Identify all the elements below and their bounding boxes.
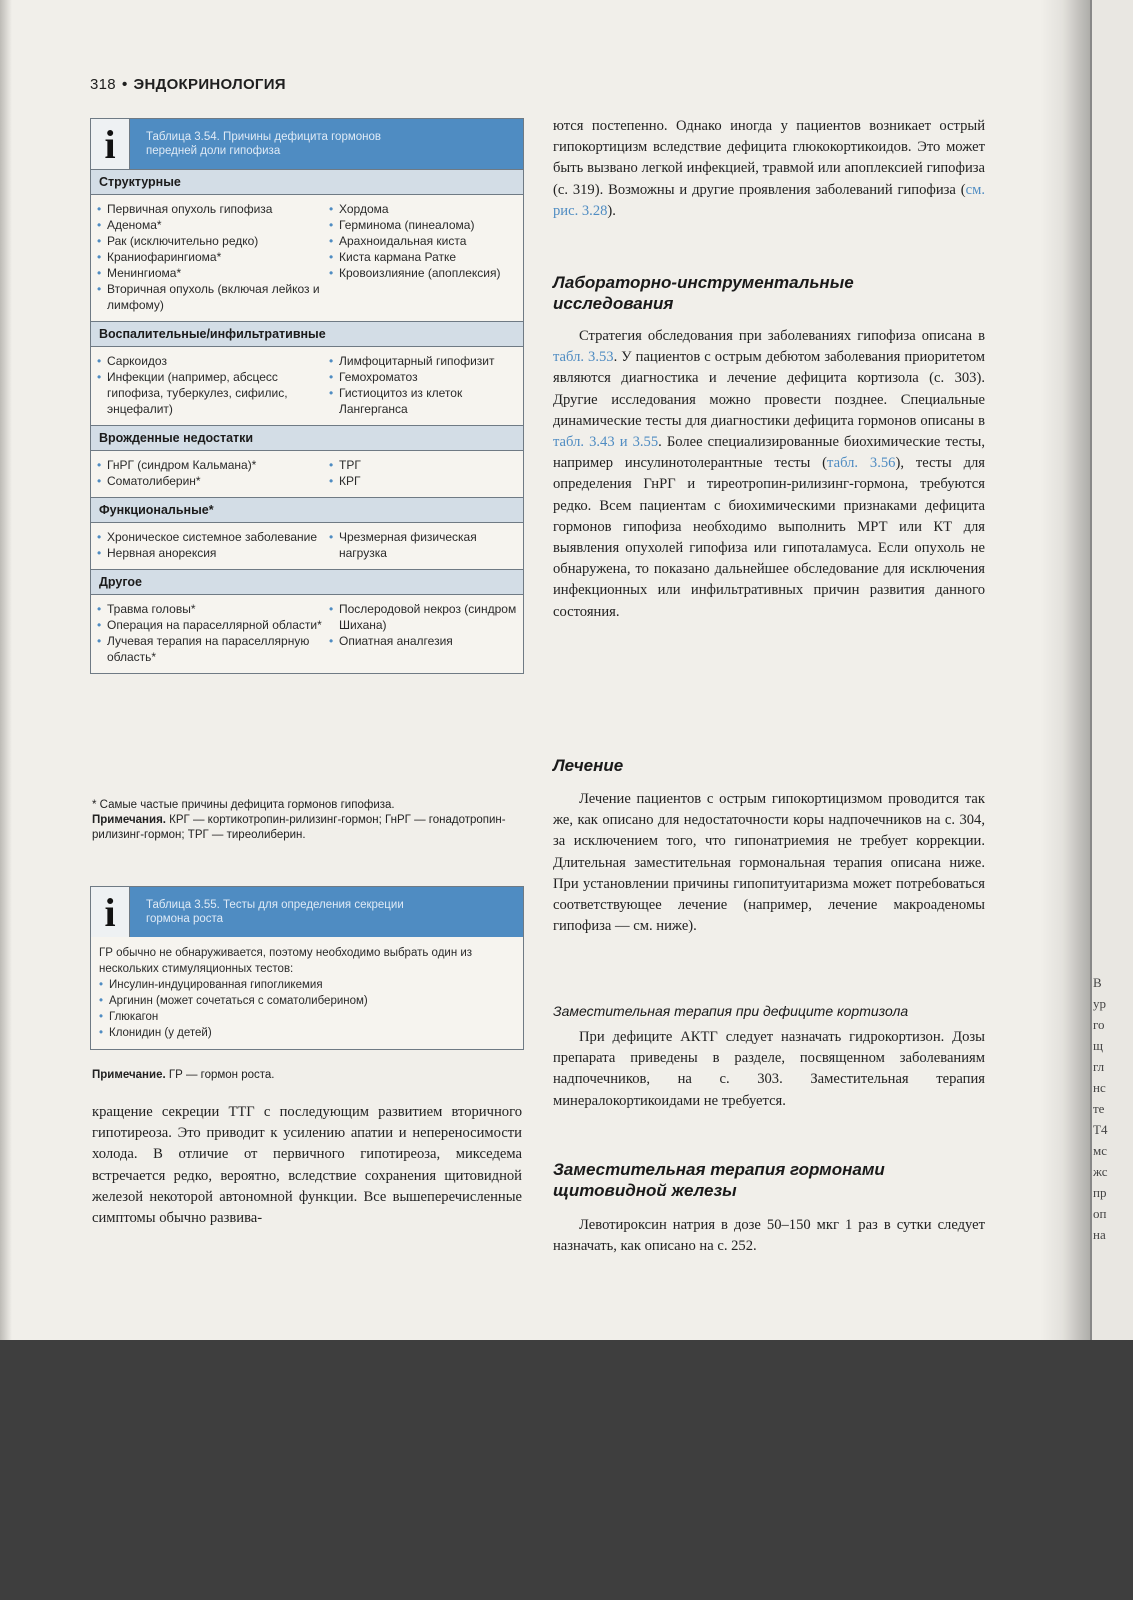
table-column-right: [329, 529, 517, 561]
footnote-notes-label: Примечания.: [92, 814, 166, 826]
table-title-line-1: Таблица 3.55. Тесты для определения секреции: [146, 899, 404, 911]
table-link[interactable]: табл. 3.43 и 3.55: [553, 434, 659, 451]
gutter-shadow: [1040, 0, 1090, 1340]
table-section-header: Структурные: [91, 169, 523, 195]
cortisol-paragraph: [553, 1027, 985, 1112]
next-page-fragment: го: [1093, 1017, 1105, 1032]
heading-treatment: Лечение: [553, 756, 624, 775]
table-3-54: [90, 118, 524, 674]
separator-dot: •: [121, 76, 128, 93]
paragraph: Левотироксин натрия в дозе 50–150 мкг 1 раз в сутки следует назначать, как описано на с. 252.: [553, 1217, 985, 1255]
table-items: [99, 977, 515, 1041]
table-list-item: • Глюкагон: [99, 1009, 515, 1025]
next-page-fragment: В: [1093, 975, 1102, 990]
table-list-item: • Инсулин-индуцированная гипогликемия: [99, 977, 515, 993]
text-run: ются постепенно. Однако иногда у пациентов возникает острый гипокортицизм вследствие дефицита глюкокортикоидов. Это может быть вызвано легкой инфекцией, травмой или апоплексией гипофиза (с. 319). Возможны и другие проявления заболеваний гипофиза (: [553, 118, 985, 198]
next-page-fragment: нс: [1093, 1080, 1106, 1095]
table-list-item: • Гистиоцитоз из клеток Лангерганса: [329, 385, 517, 417]
text-run: ).: [607, 202, 616, 219]
table-list-item: • Клонидин (у детей): [99, 1025, 515, 1041]
info-icon: i: [91, 119, 130, 169]
next-page-fragment: Т4: [1093, 1122, 1108, 1137]
table-sections: [91, 169, 523, 673]
table-list-item: • Саркоидоз: [97, 353, 329, 369]
next-page-fragment: жс: [1093, 1164, 1108, 1179]
table-column-left: [97, 601, 329, 665]
table-list-item: • Гемохроматоз: [329, 369, 517, 385]
info-icon: i: [91, 887, 130, 937]
table-section-header: Воспалительные/инфильтративные: [91, 321, 523, 347]
paragraph: Лечение пациентов с острым гипокортицизмом проводится так же, как описано для недостаточности коры надпочечников на с. 304, за исключением того, что гипонатриемия не требует коррекции. Длительная заместительная гормональная терапия описана ниже. При установлении причины гипопитуитаризма может потребоваться соответствующее лечение (например, лечение макроаденомы гипофиза — см. ниже).: [553, 791, 985, 935]
table-list-item: • Аденома*: [97, 217, 329, 233]
thyroid-paragraph: [553, 1215, 985, 1257]
table-list-item: • Опиатная аналгезия: [329, 633, 517, 649]
next-page-fragment: те: [1093, 1101, 1105, 1116]
footnote-label: Примечание.: [92, 1069, 166, 1081]
heading-cortisol: Заместительная терапия при дефиците кортизола: [553, 1003, 909, 1019]
table-list-item: • ГнРГ (синдром Кальмана)*: [97, 457, 329, 473]
text-run: . У пациентов с острым дебютом заболевания приоритетом являются диагностика и лечение дефицита кортизола (с. 303). Другие исследования можно провести позднее. Специальные динамические тесты для диагностики дефицита гормонов описаны в: [553, 349, 986, 429]
paragraph: [553, 326, 985, 623]
table-title: [130, 130, 381, 158]
table-3-54-footnote: [92, 798, 522, 843]
table-list-item: • Киста кармана Ратке: [329, 249, 517, 265]
footnote-star: * Самые частые причины дефицита гормонов гипофиза.: [92, 799, 395, 811]
paragraph: [553, 116, 985, 222]
table-list-item: • ТРГ: [329, 457, 517, 473]
table-section-header: Другое: [91, 569, 523, 595]
next-page-fragment: пр: [1093, 1185, 1107, 1200]
footnote-text: ГР — гормон роста.: [165, 1069, 275, 1081]
heading-thyroid: [553, 1159, 885, 1201]
table-column-left: [97, 457, 329, 489]
page-left-edge: [0, 0, 12, 1340]
table-3-55-footnote: [92, 1068, 522, 1083]
heading-lab: [553, 272, 854, 314]
table-list-item: • Первичная опухоль гипофиза: [97, 201, 329, 217]
text-run: . Более специализированные биохимические тесты, например инсулинотолерантные тесты (: [553, 434, 985, 472]
next-page-fragment: на: [1093, 1227, 1106, 1242]
text-run: Стратегия обследования при заболеваниях гипофиза описана в: [579, 328, 985, 344]
table-list-item: • Инфекции (например, абсцесс гипофиза, туберкулез, сифилис, энцефалит): [97, 369, 329, 417]
table-list-item: • Соматолиберин*: [97, 473, 329, 489]
paragraph: При дефиците АКТГ следует назначать гидрокортизон. Дозы препарата приведены в разделе, посвященном заболеваниям надпочечников, на с. 303. Заместительная терапия минералокортикоидами не требуется.: [553, 1029, 985, 1109]
next-page-fragment: мс: [1093, 1143, 1107, 1158]
table-list-item: • Послеродовой некроз (синдром Шихана): [329, 601, 517, 633]
table-list-item: • Кровоизлияние (апоплексия): [329, 265, 517, 281]
table-list-item: • Лимфоцитарный гипофизит: [329, 353, 517, 369]
table-list-item: • Менингиома*: [97, 265, 329, 281]
paragraph: кращение секреции ТТГ с последующим развитием вторичного гипотиреоза. Это приводит к усилению апатии и непереносимости холода. В отличие от первичного гипотиреоза, микседема встречается редко, вероятно, вследствие сохранения щитовидной железой некоторой автономной функции. Все вышеперечисленные симптомы обычно развива-: [92, 1104, 522, 1227]
table-column-left: [97, 529, 329, 561]
table-title: [130, 898, 404, 926]
table-section-header: Функциональные*: [91, 497, 523, 523]
section-title: ЭНДОКРИНОЛОГИЯ: [133, 76, 286, 93]
table-section-body: [91, 347, 523, 425]
table-section-body: [91, 195, 523, 321]
table-column-left: [97, 201, 329, 313]
page-number: 318: [90, 76, 116, 93]
heading-line-2: исследования: [553, 294, 674, 313]
table-section-header: Врожденные недостатки: [91, 425, 523, 451]
table-list-item: • Краниофарингиома*: [97, 249, 329, 265]
table-list-item: • Чрезмерная физическая нагрузка: [329, 529, 517, 561]
table-list-item: • Арахноидальная киста: [329, 233, 517, 249]
table-column-right: [329, 201, 517, 313]
table-intro: ГР обычно не обнаруживается, поэтому необходимо выбрать один из нескольких стимуляционных тестов:: [99, 947, 473, 975]
table-list-item: • КРГ: [329, 473, 517, 489]
table-list-item: • Травма головы*: [97, 601, 329, 617]
table-title-line-2: передней доли гипофиза: [146, 145, 281, 157]
table-3-55: [90, 886, 524, 1050]
next-page-text-fragments: [1093, 972, 1108, 1245]
table-title-line-2: гормона роста: [146, 913, 224, 925]
next-page-fragment: ур: [1093, 996, 1106, 1011]
right-column-intro: [553, 116, 985, 222]
table-link[interactable]: табл. 3.56: [827, 455, 896, 472]
left-column-text: [92, 1102, 522, 1229]
table-column-left: [97, 353, 329, 417]
table-section-body: [91, 451, 523, 497]
next-page-fragment: оп: [1093, 1206, 1107, 1221]
heading-line-2: щитовидной железы: [553, 1181, 737, 1200]
table-header: [91, 119, 523, 169]
heading-line-1: Заместительная терапия гормонами: [553, 1160, 885, 1179]
next-page-fragment: гл: [1093, 1059, 1105, 1074]
figure-link[interactable]: см. рис. 3.28: [553, 181, 985, 219]
table-list-item: • Вторичная опухоль (включая лейкоз и лимфому): [97, 281, 329, 313]
table-column-right: [329, 353, 517, 417]
table-list-item: • Операция на параселлярной области*: [97, 617, 329, 633]
table-section-body: [91, 523, 523, 569]
table-list-item: • Аргинин (может сочетаться с соматолиберином): [99, 993, 515, 1009]
table-title-line-1: Таблица 3.54. Причины дефицита гормонов: [146, 131, 381, 143]
table-list-item: • Рак (исключительно редко): [97, 233, 329, 249]
table-list-item: • Герминома (пинеалома): [329, 217, 517, 233]
table-column-right: [329, 601, 517, 665]
table-list-item: • Лучевая терапия на параселлярную область*: [97, 633, 329, 665]
table-list-item: • Хордома: [329, 201, 517, 217]
footnote-notes-text: КРГ — кортикотропин-рилизинг-гормон; ГнРГ — гонадотропин-рилизинг-гормон; ТРГ — тиреолиберин.: [92, 814, 506, 841]
table-section-body: [91, 595, 523, 673]
table-list-item: • Нервная анорексия: [97, 545, 329, 561]
table-link[interactable]: табл. 3.53: [553, 349, 614, 366]
table-list-item: • Хроническое системное заболевание: [97, 529, 329, 545]
table-body: [91, 937, 523, 1049]
heading-line-1: Лабораторно-инструментальные: [553, 273, 854, 292]
table-header: [91, 887, 523, 937]
lab-paragraph: [553, 326, 985, 623]
treatment-paragraph: [553, 789, 985, 937]
running-head: [90, 76, 286, 93]
table-column-right: [329, 457, 517, 489]
next-page-fragment: щ: [1093, 1038, 1104, 1053]
text-run: ), тесты для определения ГнРГ и тиреотропин-рилизинг-гормона, требуются редко. Всем пациентам с биохимическими признаками дефицита гормонов гипофиза необходимо выполнить МРТ или КТ для выявления опухолей гипофиза или гипоталамуса. Если опухоль не обнаружена, то показано дальнейшее обследование для исключения инфекционных или инфильтративных причин развития данного состояния.: [553, 455, 986, 620]
